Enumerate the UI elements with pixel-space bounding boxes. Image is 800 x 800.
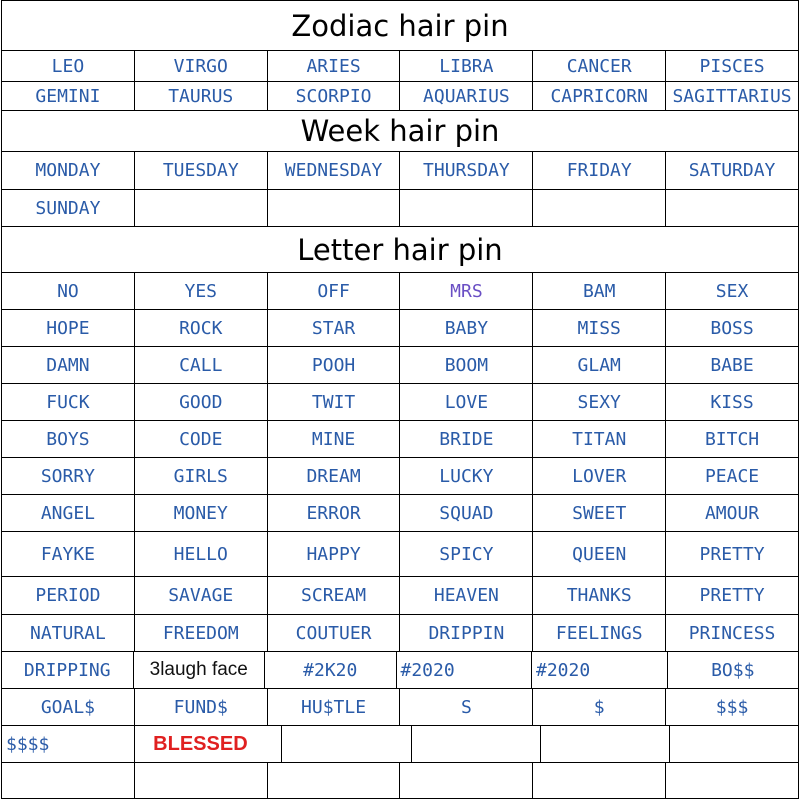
letter-cell: BRIDE — [400, 421, 533, 457]
letter-cell: ROCK — [135, 310, 268, 346]
letter-cell: $$$ — [666, 689, 799, 725]
letter-row — [1, 577, 799, 615]
week-cell: SATURDAY — [666, 152, 799, 189]
letter-row — [1, 384, 799, 421]
letter-cell: FREEDOM — [135, 615, 268, 651]
letter-row — [1, 310, 799, 347]
week-section-title — [1, 111, 799, 152]
letter-cell: #2020 — [532, 652, 668, 688]
letter-row — [1, 763, 799, 799]
letter-cell: SPICY — [400, 532, 533, 576]
letter-cell: SEXY — [533, 384, 666, 420]
letter-cell: PERIOD — [1, 577, 135, 614]
zodiac-row — [1, 82, 799, 111]
letter-row — [1, 347, 799, 384]
letter-cell: BABY — [400, 310, 533, 346]
letter-cell: BOSS — [666, 310, 799, 346]
letter-cell: SORRY — [1, 458, 135, 494]
letter-cell: ANGEL — [1, 495, 135, 531]
letter-cell: #2K20 — [265, 652, 397, 688]
letter-cell — [1, 763, 135, 798]
zodiac-cell: ARIES — [268, 51, 401, 81]
letter-cell: NO — [1, 273, 135, 309]
letter-cell — [670, 726, 799, 762]
letter-cell: SAVAGE — [135, 577, 268, 614]
letter-cell: POOH — [268, 347, 401, 383]
letter-cell: MONEY — [135, 495, 268, 531]
letter-cell: MINE — [268, 421, 401, 457]
letter-cell: LOVER — [533, 458, 666, 494]
letter-cell: YES — [135, 273, 268, 309]
week-row — [1, 152, 799, 190]
week-cell: SUNDAY — [1, 190, 135, 226]
letter-cell — [268, 763, 401, 798]
letter-cell: FUND$ — [135, 689, 268, 725]
letter-cell: QUEEN — [533, 532, 666, 576]
letter-cell: CODE — [135, 421, 268, 457]
week-cell: FRIDAY — [533, 152, 666, 189]
letter-cell: FUCK — [1, 384, 135, 420]
letter-cell: SEX — [666, 273, 799, 309]
week-cell: THURSDAY — [400, 152, 533, 189]
zodiac-title-text: Zodiac hair pin — [291, 8, 509, 43]
zodiac-cell: PISCES — [666, 51, 799, 81]
letter-cell: BO$$ — [668, 652, 800, 688]
letter-cell: DRIPPIN — [400, 615, 533, 651]
week-cell: MONDAY — [1, 152, 135, 189]
letter-row — [1, 421, 799, 458]
letter-cell: $ — [533, 689, 666, 725]
letter-cell: DRIPPING — [1, 652, 134, 688]
zodiac-cell: SCORPIO — [268, 82, 401, 110]
letter-cell: BLESSED — [135, 726, 282, 762]
letter-cell: TITAN — [533, 421, 666, 457]
zodiac-cell: CANCER — [533, 51, 666, 81]
week-cell: TUESDAY — [135, 152, 268, 189]
letter-cell: S — [400, 689, 533, 725]
letter-cell: ERROR — [268, 495, 401, 531]
letter-cell: FEELINGS — [533, 615, 666, 651]
letter-cell: BOYS — [1, 421, 135, 457]
letter-cell: SQUAD — [400, 495, 533, 531]
letter-cell: MRS — [400, 273, 533, 309]
week-cell — [666, 190, 799, 226]
letter-cell — [541, 726, 670, 762]
letter-row — [1, 726, 799, 763]
week-cell — [400, 190, 533, 226]
letter-cell: BAM — [533, 273, 666, 309]
letter-cell: GOAL$ — [1, 689, 135, 725]
letter-cell: STAR — [268, 310, 401, 346]
letter-cell: BABE — [666, 347, 799, 383]
letter-cell: $$$$ — [1, 726, 135, 762]
week-title-text: Week hair pin — [300, 114, 500, 148]
letter-row — [1, 689, 799, 726]
letter-cell — [666, 763, 799, 798]
letter-cell: BITCH — [666, 421, 799, 457]
zodiac-cell: LEO — [1, 51, 135, 81]
letter-cell: #2020 — [397, 652, 533, 688]
letter-row — [1, 495, 799, 532]
week-cell — [268, 190, 401, 226]
letter-cell: LOVE — [400, 384, 533, 420]
letter-cell: HELLO — [135, 532, 268, 576]
letter-cell: CALL — [135, 347, 268, 383]
letter-cell: NATURAL — [1, 615, 135, 651]
letter-cell: PEACE — [666, 458, 799, 494]
letter-cell: HOPE — [1, 310, 135, 346]
week-cell — [533, 190, 666, 226]
letter-section-title — [1, 227, 799, 273]
letter-cell: 3laugh face — [134, 652, 266, 688]
letter-cell: LUCKY — [400, 458, 533, 494]
letter-cell: DAMN — [1, 347, 135, 383]
letter-cell: THANKS — [533, 577, 666, 614]
letter-cell: AMOUR — [666, 495, 799, 531]
letter-cell: MISS — [533, 310, 666, 346]
letter-cell: DREAM — [268, 458, 401, 494]
zodiac-section-title — [1, 0, 799, 51]
week-cell: WEDNESDAY — [268, 152, 401, 189]
letter-title-text: Letter hair pin — [297, 232, 503, 267]
letter-cell: TWIT — [268, 384, 401, 420]
letter-cell — [400, 763, 533, 798]
zodiac-cell: LIBRA — [400, 51, 533, 81]
week-row — [1, 190, 799, 227]
letter-cell — [135, 763, 268, 798]
zodiac-cell: AQUARIUS — [400, 82, 533, 110]
letter-row — [1, 458, 799, 495]
week-cell — [135, 190, 268, 226]
letter-cell — [282, 726, 411, 762]
letter-row — [1, 532, 799, 577]
letter-cell: OFF — [268, 273, 401, 309]
zodiac-cell: SAGITTARIUS — [666, 82, 799, 110]
letter-cell: PRETTY — [666, 577, 799, 614]
letter-cell: SCREAM — [268, 577, 401, 614]
zodiac-cell: GEMINI — [1, 82, 135, 110]
letter-row — [1, 273, 799, 310]
letter-cell: HU$TLE — [268, 689, 401, 725]
letter-cell: GLAM — [533, 347, 666, 383]
letter-cell: BOOM — [400, 347, 533, 383]
zodiac-cell: CAPRICORN — [533, 82, 666, 110]
letter-cell: KISS — [666, 384, 799, 420]
letter-cell: GIRLS — [135, 458, 268, 494]
letter-cell: PRETTY — [666, 532, 799, 576]
zodiac-cell: VIRGO — [135, 51, 268, 81]
letter-cell: HAPPY — [268, 532, 401, 576]
letter-cell: HEAVEN — [400, 577, 533, 614]
letter-row — [1, 615, 799, 652]
letter-cell — [533, 763, 666, 798]
letter-cell: FAYKE — [1, 532, 135, 576]
letter-cell: GOOD — [135, 384, 268, 420]
letter-cell — [412, 726, 541, 762]
letter-cell: COUTUER — [268, 615, 401, 651]
zodiac-cell: TAURUS — [135, 82, 268, 110]
letter-cell: SWEET — [533, 495, 666, 531]
zodiac-row — [1, 51, 799, 82]
letter-cell: PRINCESS — [666, 615, 799, 651]
letter-row — [1, 652, 799, 689]
